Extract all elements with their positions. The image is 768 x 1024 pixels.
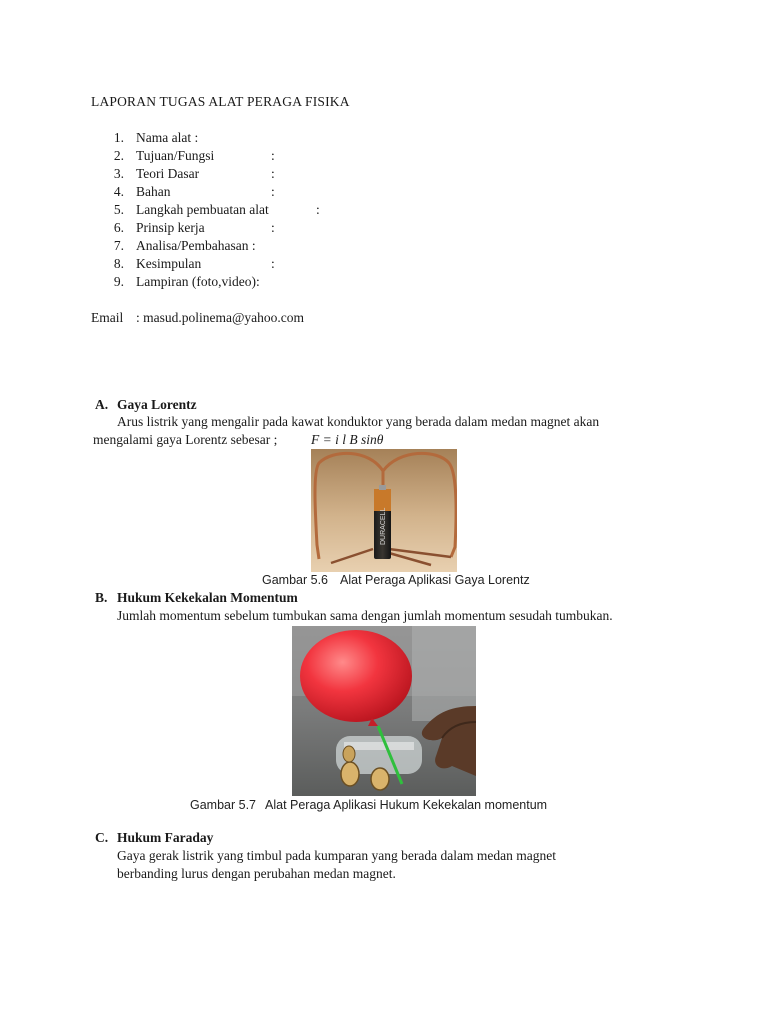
list-item-number: 2. xyxy=(113,148,124,163)
section-b-heading: Hukum Kekekalan Momentum xyxy=(117,590,298,605)
balloon-car-photo xyxy=(292,626,476,796)
figure-5-6-number: Gambar 5.6 xyxy=(262,573,329,587)
section-b-letter: B. xyxy=(95,590,108,605)
list-item-label: Analisa/Pembahasan : xyxy=(136,238,256,253)
list-item-colon: : xyxy=(271,220,275,235)
list-item-number: 7. xyxy=(113,238,124,253)
list-item-colon: : xyxy=(271,184,275,199)
list-item-label: Nama alat : xyxy=(136,130,199,145)
section-c-text-line2: berbanding lurus dengan perubahan medan magnet. xyxy=(117,866,396,881)
section-a-letter: A. xyxy=(95,397,109,412)
list-item-number: 3. xyxy=(113,166,124,181)
figure-5-7-number: Gambar 5.7 xyxy=(190,798,257,812)
report-title: LAPORAN TUGAS ALAT PERAGA FISIKA xyxy=(91,94,350,109)
list-item-number: 1. xyxy=(113,130,124,145)
section-a-text-line1: Arus listrik yang mengalir pada kawat konduktor yang berada dalam medan magnet akan xyxy=(117,414,600,429)
lorentz-apparatus-image xyxy=(311,449,457,572)
balloon-car-image xyxy=(292,626,476,796)
list-item-number: 5. xyxy=(113,202,124,217)
list-item-label: Prinsip kerja xyxy=(136,220,205,235)
section-a-heading: Gaya Lorentz xyxy=(117,397,197,412)
list-item-label: Bahan xyxy=(136,184,171,199)
figure-5-7-caption: Alat Peraga Aplikasi Hukum Kekekalan momentum xyxy=(265,798,548,812)
lorentz-formula: F = i l B sinθ xyxy=(311,432,384,447)
lorentz-apparatus-photo xyxy=(311,449,457,572)
figure-5-6-caption: Alat Peraga Aplikasi Gaya Lorentz xyxy=(340,573,530,587)
list-item-label: Teori Dasar xyxy=(136,166,200,181)
list-item-colon: : xyxy=(316,202,320,217)
section-c-letter: C. xyxy=(95,830,109,845)
list-item-number: 8. xyxy=(113,256,124,271)
list-item-number: 9. xyxy=(113,274,124,289)
list-item-label: Kesimpulan xyxy=(136,256,202,271)
list-item-number: 4. xyxy=(113,184,124,199)
list-item-colon: : xyxy=(271,148,275,163)
section-a-text-line2: mengalami gaya Lorentz sebesar ; xyxy=(93,432,278,447)
section-b-text-line1: Jumlah momentum sebelum tumbukan sama dengan jumlah momentum sesudah tumbukan. xyxy=(117,608,613,623)
battery-brand-text: DURACELL xyxy=(380,507,387,545)
list-item-number: 6. xyxy=(113,220,124,235)
section-c-heading: Hukum Faraday xyxy=(117,830,214,845)
section-c-text-line1: Gaya gerak listrik yang timbul pada kumparan yang berada dalam medan magnet xyxy=(117,848,556,863)
list-item-label: Lampiran (foto,video): xyxy=(136,274,260,289)
list-item-colon: : xyxy=(271,166,275,181)
list-item-label: Tujuan/Fungsi xyxy=(136,148,215,163)
email-label: Email xyxy=(91,310,124,325)
list-item-label: Langkah pembuatan alat xyxy=(136,202,269,217)
list-item-colon: : xyxy=(271,256,275,271)
email-value: : masud.polinema@yahoo.com xyxy=(136,310,305,325)
